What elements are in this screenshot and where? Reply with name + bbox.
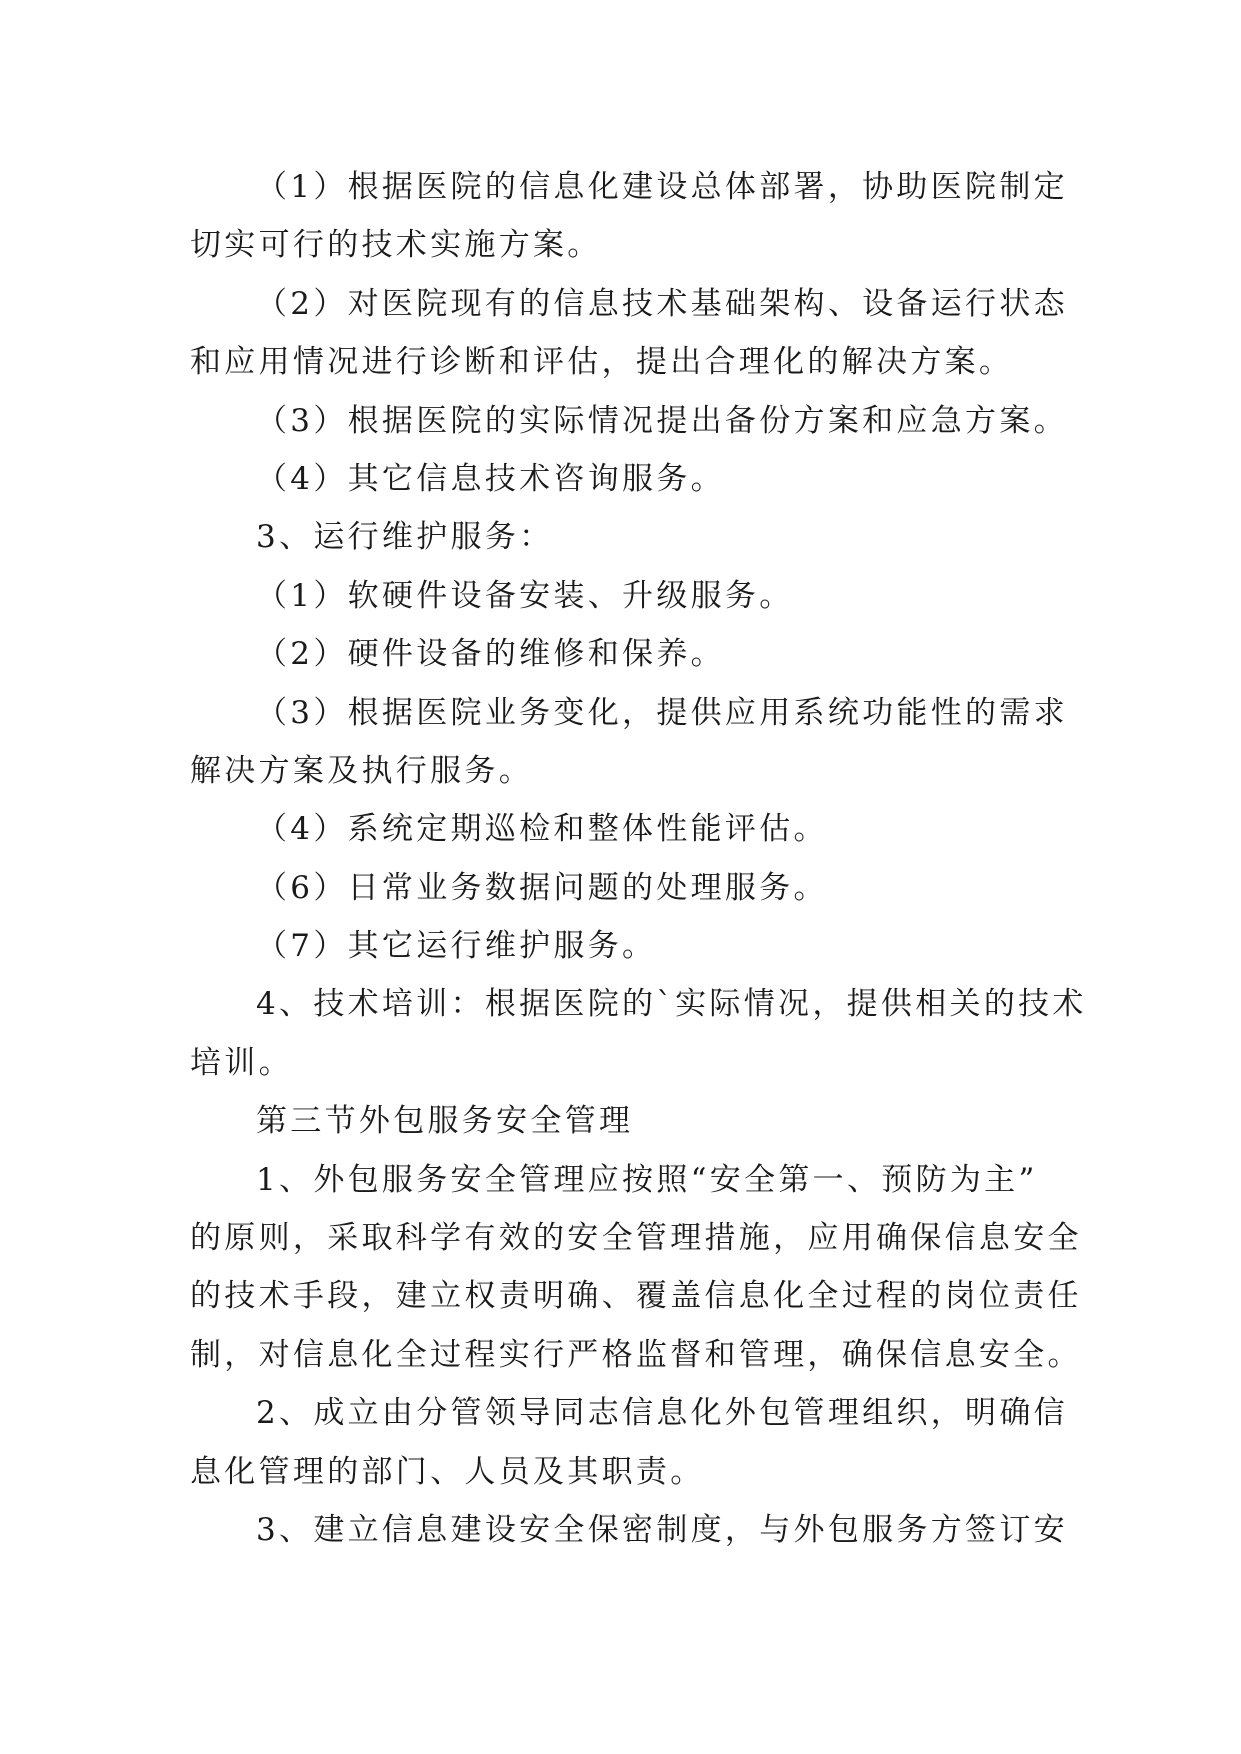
text-line: 的技术手段，建立权责明确、覆盖信息化全过程的岗位责任 — [190, 1278, 1082, 1315]
text-line: 解决方案及执行服务。 — [190, 752, 533, 789]
text-line: 3、运行维护服务： — [256, 519, 554, 556]
text-line: 4、技术培训：根据医院的`实际情况，提供相关的技术 — [256, 986, 1087, 1023]
text-line: 和应用情况进行诊断和评估，提出合理化的解决方案。 — [190, 344, 1014, 381]
text-line: 息化管理的部门、人员及其职责。 — [190, 1453, 705, 1490]
text-line: 3、建立信息建设安全保密制度，与外包服务方签订安 — [256, 1511, 1068, 1548]
text-line: （3）根据医院的实际情况提出备份方案和应急方案。 — [256, 402, 1068, 439]
text-line: （1）根据医院的信息化建设总体部署，协助医院制定 — [256, 169, 1068, 205]
text-line: 切实可行的技术实施方案。 — [190, 227, 602, 264]
text-line: （7）其它运行维护服务。 — [256, 928, 657, 965]
text-line: 制，对信息化全过程实行严格监督和管理，确保信息安全。 — [190, 1336, 1082, 1373]
text-line: 2、成立由分管领导同志信息化外包管理组织，明确信 — [256, 1395, 1068, 1432]
text-line: （2）硬件设备的维修和保养。 — [256, 636, 725, 673]
document-body — [190, 158, 1087, 1559]
text-line: 培训。 — [190, 1044, 293, 1081]
text-line: （1）软硬件设备安装、升级服务。 — [256, 577, 794, 614]
text-line: 的原则，采取科学有效的安全管理措施，应用确保信息安全 — [190, 1220, 1082, 1257]
text-line: （4）其它信息技术咨询服务。 — [256, 460, 725, 497]
text-line: （2）对医院现有的信息技术基础架构、设备运行状态 — [256, 285, 1068, 322]
text-line: 1、外包服务安全管理应按照“安全第一、预防为主” — [256, 1161, 1038, 1198]
text-line: （6）日常业务数据问题的处理服务。 — [256, 869, 828, 906]
text-line: （3）根据医院业务变化，提供应用系统功能性的需求 — [256, 694, 1068, 731]
text-line: 第三节外包服务安全管理 — [256, 1103, 634, 1140]
text-line: （4）系统定期巡检和整体性能评估。 — [256, 811, 828, 848]
